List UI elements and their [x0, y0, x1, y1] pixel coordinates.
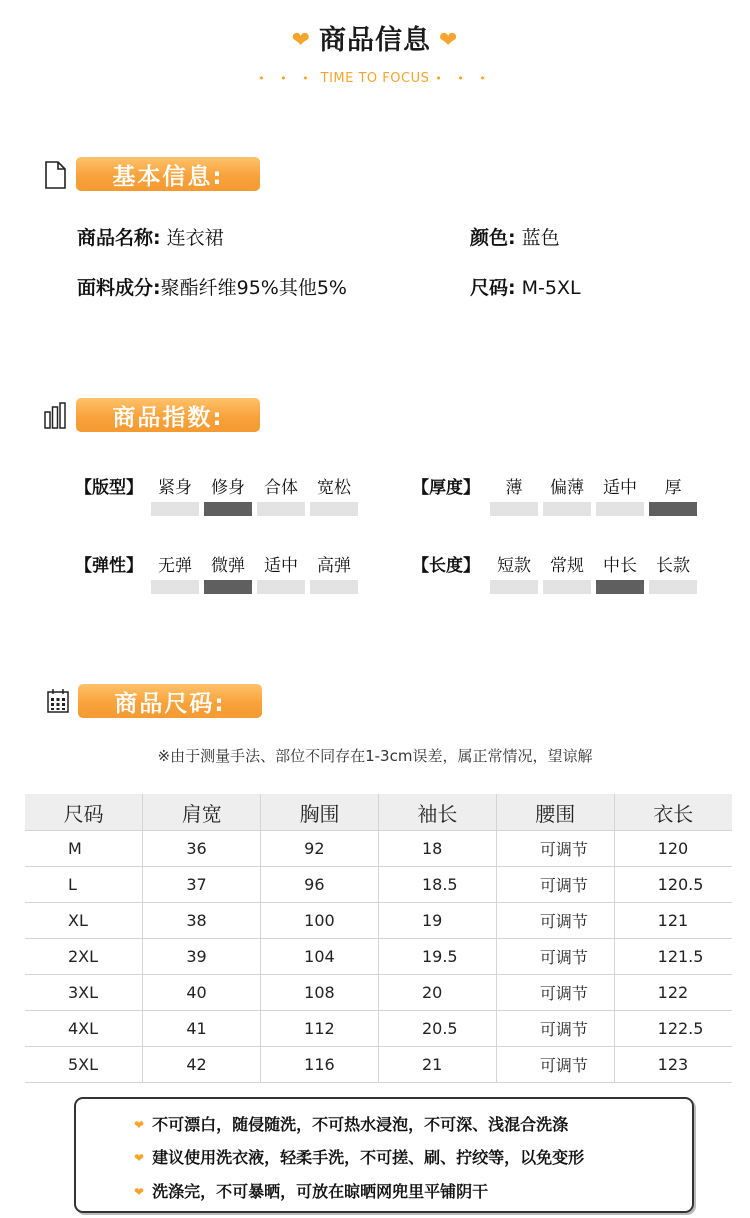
index-option: 合体 [264, 478, 298, 498]
table-cell [496, 831, 614, 867]
table-cell [261, 831, 379, 867]
index-bar [543, 580, 591, 594]
table-cell-text: 92 [304, 839, 325, 858]
table-cell-text: 18 [421, 839, 443, 858]
table-cell-text: 2XL [68, 947, 99, 966]
table-row [25, 975, 732, 1011]
care-item-text: 不可漂白，随侵随洗，不可热水浸泡，不可深、浅混合洗涤 [152, 1115, 569, 1134]
table-cell [261, 903, 379, 939]
table-cell-text: L [68, 875, 77, 894]
table-cell [261, 1047, 379, 1083]
table-cell-text: 19.5 [421, 947, 458, 966]
info-color [470, 223, 560, 250]
index-label: 【长度】 [412, 556, 480, 576]
index-bar-selected [204, 580, 252, 594]
index-bar-selected [204, 502, 252, 516]
info-fabric-value: 聚酯纤维95%其他5% [160, 277, 347, 299]
info-size-label: 尺码: [470, 277, 516, 299]
index-option: 常规 [550, 556, 584, 576]
heart-icon: ❤ [134, 1185, 145, 1199]
table-cell-text: 可调节 [539, 912, 588, 931]
table-row [25, 939, 732, 975]
info-color-label: 颜色: [470, 227, 516, 249]
table-cell-text: 20.5 [421, 1019, 458, 1038]
index-option: 厚 [664, 478, 682, 498]
table-cell [614, 975, 732, 1011]
info-size-value: M-5XL [521, 277, 581, 299]
table-cell-text: 41 [186, 1019, 207, 1038]
table-cell-text: 120.5 [657, 875, 704, 894]
table-cell-text: 可调节 [539, 984, 588, 1003]
index-bar [649, 580, 697, 594]
document-icon [44, 161, 66, 189]
table-cell-text: 21 [421, 1055, 443, 1074]
index-bar [257, 580, 305, 594]
table-header-cell: 腰围 [496, 794, 614, 831]
table-cell-text: 38 [186, 911, 207, 930]
table-cell-text: 3XL [68, 983, 99, 1002]
index-bar [490, 580, 538, 594]
care-item [134, 1112, 568, 1135]
table-cell [378, 975, 496, 1011]
table-cell [496, 1047, 614, 1083]
table-cell [143, 831, 261, 867]
table-cell-text: 可调节 [539, 1020, 588, 1039]
table-cell-text: 可调节 [539, 876, 588, 895]
size-note: ※由于测量手法、部位不同存在1-3cm误差，属正常情况，望谅解 [157, 747, 593, 765]
info-product-name-value: 连衣裙 [166, 227, 224, 249]
index-bar-selected [649, 502, 697, 516]
page-title [0, 18, 750, 57]
info-color-value: 蓝色 [521, 227, 560, 249]
table-cell [261, 939, 379, 975]
index-bar-selected [596, 580, 644, 594]
table-cell-text: 122 [657, 983, 689, 1002]
table-cell [378, 831, 496, 867]
index-option: 适中 [603, 478, 637, 498]
section-badge-size: 商品尺码: [78, 684, 262, 718]
table-cell-text: 122.5 [657, 1019, 704, 1038]
table-cell [143, 1047, 261, 1083]
table-header-cell: 尺码 [25, 794, 143, 831]
heart-icon: ❤ [134, 1151, 145, 1165]
heart-icon: ❤ [291, 28, 311, 53]
table-cell-text: 121.5 [657, 947, 704, 966]
index-bar [490, 502, 538, 516]
table-header-cell: 袖长 [378, 794, 496, 831]
index-option: 偏薄 [550, 478, 584, 498]
table-cell [25, 1047, 143, 1083]
index-option: 紧身 [158, 478, 192, 498]
table-cell-text: 39 [186, 947, 207, 966]
table-cell [496, 975, 614, 1011]
index-bar [596, 502, 644, 516]
table-cell [25, 1011, 143, 1047]
table-row [25, 867, 732, 903]
page-subtitle-text: TIME TO FOCUS [320, 71, 430, 86]
table-cell [614, 867, 732, 903]
table-cell-text: XL [68, 911, 88, 930]
table-cell-text: 112 [304, 1019, 335, 1038]
care-item-text: 洗涤完，不可暴晒，可放在晾晒网兜里平铺阴干 [152, 1182, 489, 1201]
index-label: 【弹性】 [75, 556, 143, 576]
table-row [25, 831, 732, 867]
table-cell-text: 121 [657, 911, 689, 930]
page-title-text: 商品信息 [319, 25, 431, 56]
table-cell [25, 939, 143, 975]
table-header-cell: 胸围 [261, 794, 379, 831]
care-item [134, 1145, 584, 1168]
care-item [134, 1179, 488, 1202]
index-option: 适中 [264, 556, 298, 576]
table-cell-text: 4XL [68, 1019, 99, 1038]
index-label: 【厚度】 [412, 478, 480, 498]
table-cell-text: 116 [304, 1055, 335, 1074]
table-header-row [25, 794, 732, 831]
table-cell [25, 831, 143, 867]
table-cell-text: 18.5 [421, 875, 458, 894]
table-cell-text: 108 [304, 983, 335, 1002]
table-cell-text: 120 [657, 839, 689, 858]
table-cell-text: 37 [186, 875, 207, 894]
table-cell [25, 975, 143, 1011]
index-option: 薄 [505, 478, 523, 498]
info-size [470, 273, 581, 300]
table-cell [261, 1011, 379, 1047]
table-cell [143, 867, 261, 903]
table-cell-text: 42 [186, 1055, 207, 1074]
index-label: 【版型】 [75, 478, 143, 498]
section-badge-index: 商品指数: [76, 398, 260, 432]
index-option: 修身 [211, 478, 245, 498]
index-bar [257, 502, 305, 516]
table-cell [143, 903, 261, 939]
table-cell [25, 867, 143, 903]
table-cell [378, 939, 496, 975]
heart-icon: ❤ [439, 28, 459, 53]
table-cell [378, 1011, 496, 1047]
table-cell-text: 可调节 [539, 1056, 588, 1075]
table-cell-text: 40 [186, 983, 207, 1002]
dots-decoration: • • • [435, 72, 492, 85]
table-cell-text: 123 [657, 1055, 689, 1074]
size-table [25, 794, 732, 1083]
info-fabric [77, 273, 347, 300]
index-option: 无弹 [158, 556, 192, 576]
table-cell [143, 1011, 261, 1047]
table-cell [496, 1011, 614, 1047]
table-cell [261, 975, 379, 1011]
table-cell [25, 903, 143, 939]
care-item-text: 建议使用洗衣液，轻柔手洗，不可搓、刷、拧绞等，以免变形 [152, 1148, 585, 1167]
index-option: 中长 [603, 556, 637, 576]
heart-icon: ❤ [134, 1118, 145, 1132]
index-bar [151, 580, 199, 594]
info-fabric-label: 面料成分: [77, 277, 161, 299]
table-cell [143, 975, 261, 1011]
calendar-icon [47, 689, 69, 713]
table-cell-text: 5XL [68, 1055, 99, 1074]
table-cell [143, 939, 261, 975]
table-cell [378, 867, 496, 903]
index-bar [151, 502, 199, 516]
index-bar [543, 502, 591, 516]
info-product-name-label: 商品名称: [77, 227, 161, 249]
table-cell-text: 可调节 [539, 840, 588, 859]
table-cell [378, 1047, 496, 1083]
table-header-cell: 肩宽 [143, 794, 261, 831]
index-bar [310, 580, 358, 594]
table-row [25, 1011, 732, 1047]
table-cell-text: 19 [421, 911, 443, 930]
index-option: 高弹 [317, 556, 351, 576]
dots-decoration: • • • [258, 72, 315, 85]
index-option: 长款 [656, 556, 690, 576]
table-row [25, 903, 732, 939]
table-body [25, 831, 732, 1083]
table-cell-text: 96 [304, 875, 325, 894]
table-cell [614, 1047, 732, 1083]
table-cell-text: M [68, 839, 82, 858]
info-product-name [77, 223, 224, 250]
table-cell [496, 903, 614, 939]
table-header-cell: 衣长 [614, 794, 732, 831]
table-cell-text: 20 [421, 983, 443, 1002]
bar-chart-icon [44, 402, 66, 430]
table-cell-text: 104 [304, 947, 335, 966]
page-subtitle [0, 71, 750, 86]
index-option: 微弹 [211, 556, 245, 576]
table-cell-text: 100 [304, 911, 335, 930]
table-cell [614, 939, 732, 975]
table-cell [496, 867, 614, 903]
table-cell [614, 831, 732, 867]
index-option: 宽松 [317, 478, 351, 498]
section-badge-basic: 基本信息: [76, 157, 260, 191]
table-cell-text: 36 [186, 839, 207, 858]
table-cell [614, 903, 732, 939]
table-cell-text: 可调节 [539, 948, 588, 967]
table-cell [496, 939, 614, 975]
table-cell [261, 867, 379, 903]
table-cell [378, 903, 496, 939]
index-bar [310, 502, 358, 516]
index-option: 短款 [497, 556, 531, 576]
table-row [25, 1047, 732, 1083]
table-cell [614, 1011, 732, 1047]
